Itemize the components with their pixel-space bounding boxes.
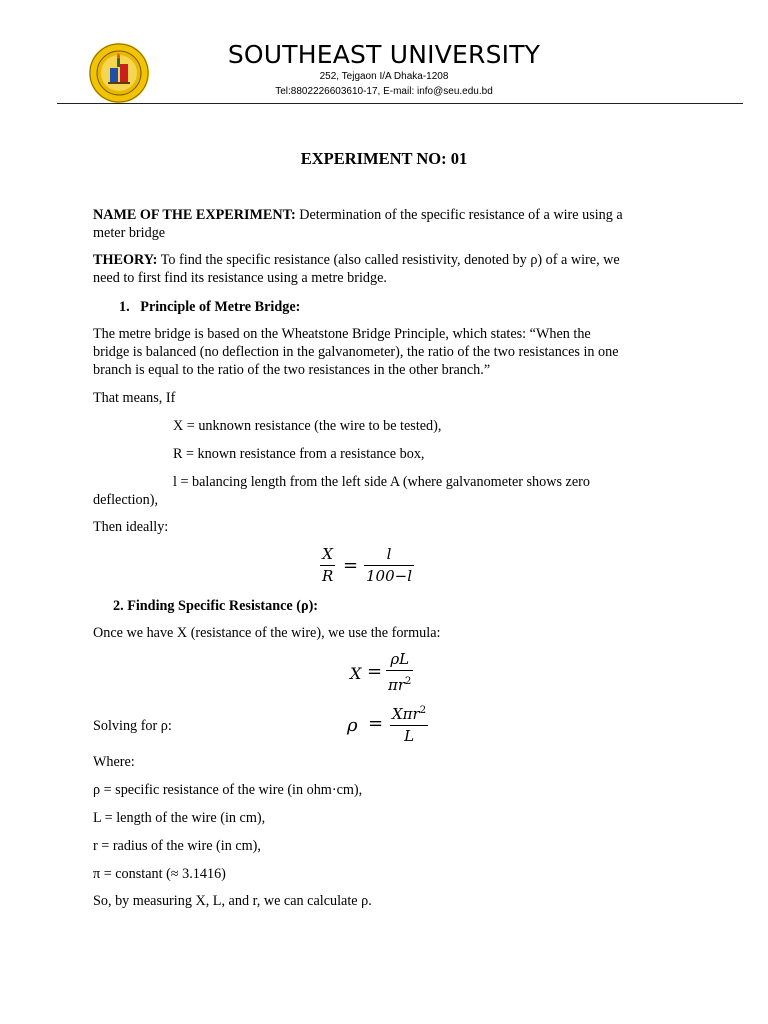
experiment-name-label: NAME OF THE EXPERIMENT: bbox=[93, 207, 296, 223]
eq1-lhs-den: R bbox=[322, 567, 334, 585]
experiment-name-text: Determination of the specific resistance of a wire using a bbox=[295, 207, 623, 223]
eq2-den: πr bbox=[388, 676, 406, 694]
principle-line-1: The metre bridge is based on the Wheatstone Bridge Principle, which states: “When the bbox=[93, 326, 591, 342]
theory-paragraph bbox=[93, 251, 683, 287]
eq3-num: Xπr bbox=[392, 705, 420, 723]
eq1-equals: = bbox=[343, 555, 359, 576]
principle-line-2: bridge is balanced (no deflection in the galvanometer), the ratio of the two resistances in one bbox=[93, 344, 619, 360]
eq2-num: ρL bbox=[390, 650, 410, 668]
theory-label: THEORY: bbox=[93, 252, 158, 268]
section1-number: 1. bbox=[119, 299, 130, 315]
definition-l-cont: deflection), bbox=[93, 492, 158, 508]
university-contact: Tel:8802226603610-17, E-mail: info@seu.edu.bd bbox=[275, 86, 493, 97]
formula-intro: Once we have X (resistance of the wire), we use the formula: bbox=[93, 625, 441, 641]
eq3-fraction bbox=[390, 702, 428, 745]
eq1-rhs-fraction bbox=[364, 546, 414, 585]
eq2-den-exponent: 2 bbox=[405, 676, 412, 687]
where-text: Where: bbox=[93, 754, 135, 770]
then-ideally-text: Then ideally: bbox=[93, 519, 169, 535]
experiment-title: EXPERIMENT NO: 01 bbox=[300, 149, 468, 168]
eq3-num-exponent: 2 bbox=[419, 705, 427, 716]
section2-heading: 2. Finding Specific Resistance (ρ): bbox=[113, 598, 319, 614]
definition-rho: ρ = specific resistance of the wire (in ohm·cm), bbox=[93, 782, 363, 798]
eq1-lhs-fraction bbox=[320, 546, 335, 585]
eq1-rhs-num: l bbox=[386, 545, 392, 563]
principle-line-3: branch is equal to the ratio of the two resistances in the other branch.” bbox=[93, 362, 491, 378]
eq3-equals: = bbox=[368, 713, 384, 734]
principle-paragraph bbox=[93, 325, 683, 379]
experiment-name-text-cont: meter bridge bbox=[93, 225, 166, 241]
definition-l: l = balancing length from the left side A (where galvanometer shows zero bbox=[173, 474, 590, 490]
definition-x: X = unknown resistance (the wire to be tested), bbox=[173, 418, 442, 434]
definition-length: L = length of the wire (in cm), bbox=[93, 810, 266, 826]
definition-radius: r = radius of the wire (in cm), bbox=[93, 838, 261, 854]
eq2-equals: = bbox=[367, 661, 383, 682]
experiment-name bbox=[93, 206, 683, 242]
eq3-den: L bbox=[404, 727, 415, 745]
eq1-rhs-den: 100−l bbox=[366, 567, 412, 585]
definition-r: R = known resistance from a resistance box, bbox=[173, 446, 425, 462]
eq1-lhs-num: X bbox=[322, 545, 333, 563]
definition-pi: π = constant (≈ 3.1416) bbox=[93, 866, 226, 882]
solving-for-text: Solving for ρ: bbox=[93, 718, 172, 734]
that-means-text: That means, If bbox=[93, 390, 176, 406]
university-name: SOUTHEAST UNIVERSITY bbox=[227, 40, 541, 69]
eq2-fraction bbox=[386, 651, 413, 694]
eq3-lhs: ρ bbox=[347, 715, 358, 736]
theory-text-cont: need to first find its resistance using a metre bridge. bbox=[93, 270, 387, 286]
eq2-lhs: X bbox=[350, 664, 362, 683]
theory-text: To find the specific resistance (also called resistivity, denoted by ρ) of a wire, we bbox=[157, 252, 620, 268]
conclusion-text: So, by measuring X, L, and r, we can calculate ρ. bbox=[93, 893, 372, 909]
section1-title: Principle of Metre Bridge: bbox=[140, 299, 301, 315]
section1-heading bbox=[119, 298, 709, 316]
university-address: 252, Tejgaon I/A Dhaka-1208 bbox=[319, 71, 449, 82]
header-divider bbox=[57, 103, 743, 104]
